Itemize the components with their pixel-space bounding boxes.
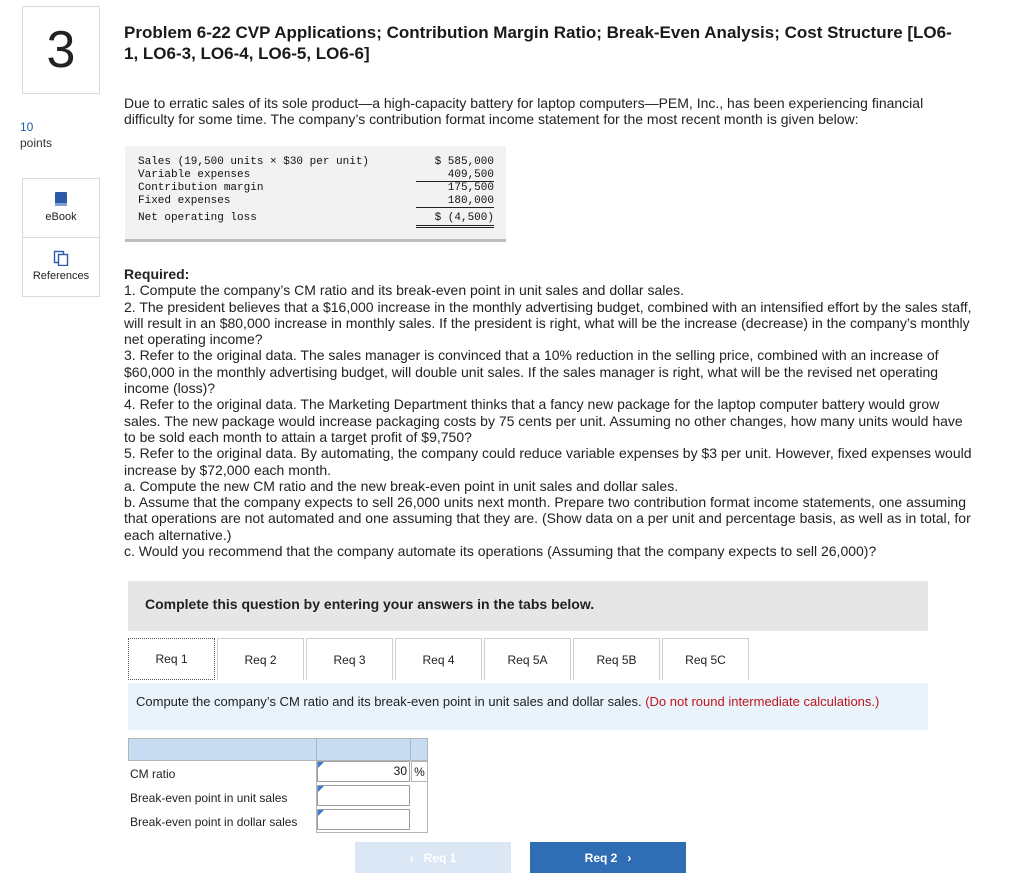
breakeven-units-label: Break-even point in unit sales [130,791,288,805]
statement-labels [138,156,369,225]
answer-grid-header [128,738,428,761]
chevron-left-icon: ‹ [409,850,414,865]
tab-req-4[interactable]: Req 4 [395,638,482,680]
prev-req-button[interactable] [355,842,511,873]
required-heading: Required: [124,266,190,282]
statement-label: Net operating loss [138,212,257,224]
requirement-tabs [128,638,749,682]
required-item: 2. The president believes that a $16,000 increase in the monthly advertising budget, combined with an intensified effort by the sales staff, will result in an $80,000 increase in monthly sales. If the president is right, what will be the increase (decrease) in the company’s monthly net operating income? [124,298,972,348]
ebook-label: eBook [45,211,77,223]
instruction-main: Compute the company’s CM ratio and its break-even point in unit sales and dollar sales. [136,694,642,709]
required-item: 1. Compute the company’s CM ratio and its break-even point in unit sales and dollar sales. [124,282,685,299]
statement-label: Fixed expenses [138,195,231,207]
statement-values [410,156,494,225]
breakeven-units-input[interactable] [317,785,410,806]
statement-value: 175,500 [447,182,494,194]
chevron-right-icon: › [627,850,632,865]
problem-intro: Due to erratic sales of its sole product—a high-capacity battery for laptop computers—PEM, Inc., has been experiencing financial difficulty for some time. The company’s contribution format income statement for the most recent month is given below: [124,95,924,127]
required-item: b. Assume that the company expects to sell 26,000 units next month. Prepare two contribution format income statements, one assuming that operations are not automated and one assuming that they are. (Show data on a per unit and percentage basis, as well as in total, for each alternative.) [124,494,971,543]
percent-unit: % [411,761,428,782]
statement-value: 180,000 [410,195,494,208]
question-number: 3 [22,6,100,94]
breakeven-dollars-label: Break-even point in dollar sales [130,815,298,829]
next-req-label: Req 2 [584,850,618,865]
references-label: References [32,270,90,282]
statement-label: Sales (19,500 units × $30 per unit) [138,156,370,168]
prev-req-label: Req 1 [423,850,457,865]
tab-req-2[interactable]: Req 2 [217,638,304,680]
cm-ratio-label: CM ratio [130,767,176,781]
required-item: c. Would you recommend that the company automate its operations (Assuming that the company expects to sell 26,000)? [124,543,877,560]
statement-value: $ 585,000 [434,156,494,168]
required-item: a. Compute the new CM ratio and the new break-even point in unit sales and dollar sales. [124,477,679,494]
book-icon [53,191,69,207]
required-item: 5. Refer to the original data. By automating, the company could reduce variable expenses by $3 per unit. However, fixed expenses would increase by $72,000 each month. [124,445,972,478]
instruction-note: (Do not round intermediate calculations.) [645,694,880,709]
statement-label: Contribution margin [138,182,264,194]
cm-ratio-input[interactable]: 30 [317,761,410,782]
required-section [124,266,976,559]
copy-icon [53,250,69,266]
ebook-button[interactable] [22,178,100,238]
required-item: 3. Refer to the original data. The sales manager is convinced that a 10% reduction in the selling price, combined with an increase of $60,000 in the monthly advertising budget, will double unit sales. If the sales manager is right, what will be the revised net operating income (loss)? [124,347,939,397]
statement-label: Variable expenses [138,169,251,181]
points-value: 10 [20,120,34,134]
tab-req-5c[interactable]: Req 5C [662,638,749,680]
complete-instruction-bar [128,581,928,631]
grid-divider [410,738,411,761]
required-item: 4. Refer to the original data. The Marketing Department thinks that a fancy new package for the laptop computer battery would grow sales. The new package would increase packaging costs by 75 cents per unit. Assuming no other changes, how many units would have to be sold each month to attain a target profit of $9,750? [124,396,963,445]
complete-text: Complete this question by entering your answers in the tabs below. [145,596,595,612]
statement-bottom-bar [125,239,506,242]
statement-value: $ (4,500) [410,212,494,225]
tab-req-3[interactable]: Req 3 [306,638,393,680]
problem-title: Problem 6-22 CVP Applications; Contribution Margin Ratio; Break-Even Analysis; Cost Structure [LO6-1, LO6-3, LO6-4, LO6-5, LO6-6] [124,23,952,63]
instruction-text [136,694,906,709]
tab-req-5a[interactable]: Req 5A [484,638,571,680]
points-label: points [20,136,53,150]
statement-value: 409,500 [410,169,494,182]
tab-req-5b[interactable]: Req 5B [573,638,660,680]
requirement-instruction [128,683,928,730]
breakeven-dollars-input[interactable] [317,809,410,830]
grid-divider [316,832,428,833]
tab-req-1[interactable]: Req 1 [128,638,215,680]
next-req-button[interactable] [530,842,686,873]
points-indicator [20,119,52,151]
income-statement [125,146,506,242]
references-button[interactable] [22,237,100,297]
